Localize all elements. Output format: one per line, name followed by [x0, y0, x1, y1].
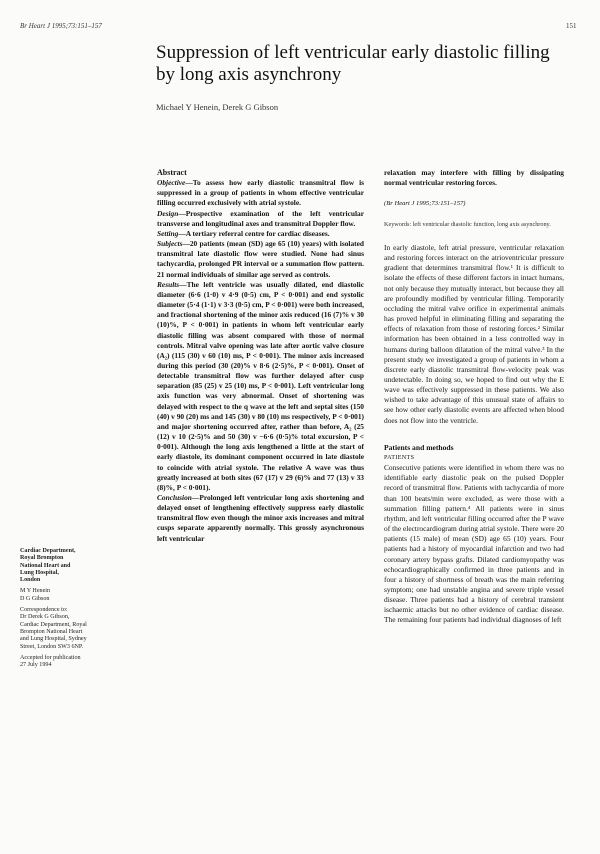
journal-reference: Br Heart J 1995;73:151–157 [20, 22, 102, 30]
affiliation-line: Cardiac Department, [20, 548, 76, 554]
conclusion-text: —Prolonged left ventricular long axis shortening and delayed onset of lengthening effectively suppress early diastolic transmitral flow even though the minor axis increases and mitral cusps separate apparently normally. This grossly asynchronous left ventricular [157, 493, 364, 543]
keywords: Keywords: left ventricular diastolic function, long axis asynchrony. [384, 221, 551, 229]
setting-label: Setting [157, 228, 179, 238]
page-number: 151 [566, 22, 577, 30]
article-title: Suppression of left ventricular early diastolic filling by long axis asynchrony [156, 42, 550, 85]
results-text: —The left ventricle was usually dilated, end diastolic diameter (6·6 (1·0) v 4·9 (0·5) cm, P < 0·001) and end systolic diameter (5·4 (1·1) v 3·3 (0·5) cm, P < 0·001) were both increased, and fractional shortening of the minor axis reduced (16 (7)% v 30 (10)%, P < 0·001) in patients in whom left ventricular early diastolic filling was absent compared with those of normal controls. Mitral valve opening was late after aortic valve closure (A₂) (115 (30) v 60 (10) ms, P < 0·001). The minor axis increased during this period (30 (20)% v 8·6 (2·5)%, P < 0·001). Onset of detectable transmitral flow was further delayed after cusp separation (85 (25) v 25 (10) ms, P < 0·001). Left ventricular long axis function was very abnormal. Onset of shortening was delayed with respect to the q wave at the left and septal sites (150 (40) v 90 (20) ms and 145 (30) v 80 (10) ms respectively, P < 0·001) and major shortening occurred after, rather than before, A₂ (25 (12) v 10 (2·5)% and 50 (30) v −6·6 (0·5)% total excursion, P < 0·001). Although the long axis lengthened a little at the start of early diastole, its dominant component occurred in late diastole to coincide with atrial systole. The relative A wave was thus greatly increased at both sites (67 (17) v 29 (6)% and 77 (13) v 33 (8)%, P < 0·001). [157, 279, 364, 492]
citation: (Br Heart J 1995;73:151–157) [384, 200, 466, 208]
patients-subheading: PATIENTS [384, 453, 415, 461]
body-column [384, 168, 564, 626]
setting-text: —A tertiary referral centre for cardiac diseases. [178, 228, 330, 238]
objective-text: —To assess how early diastolic transmitral flow is suppressed in a group of patients in whom effective ventricular filling occurred exclusively with atrial systole. [157, 178, 364, 208]
correspondence-line: Street, London SW3 6NP. [20, 643, 84, 650]
subjects-text: —20 patients (mean (SD) age 65 (10) years) with isolated transmitral late diastolic flow were studied. None had sinus tachycardia, prolonged PR interval or a summation flow pattern. 21 normal individuals of similar age served as controls. [157, 239, 364, 279]
abstract-subjects [157, 239, 364, 280]
author-initials: M Y Henein [20, 588, 51, 595]
methods-heading: Patients and methods [384, 442, 454, 452]
conclusion-label: Conclusion [157, 493, 192, 502]
abstract-heading: Abstract [157, 168, 187, 177]
correspondence-line: Dr Derek G Gibson, [20, 614, 70, 621]
results-label: Results [157, 279, 180, 289]
design-label: Design [157, 208, 179, 218]
design-text: —Prospective examination of the left ventricular transverse and longitudinal axes and transmitral Doppler flow. [157, 208, 364, 228]
abstract-conclusion [157, 493, 364, 544]
correspondence-block [20, 607, 140, 651]
accepted-date: 27 July 1994 [20, 662, 52, 669]
subjects-label: Subjects [157, 239, 183, 249]
abstract-setting [157, 229, 364, 239]
correspondence-line: Cardiac Department, Royal [20, 621, 87, 628]
correspondence-label: Correspondence to: [20, 607, 68, 614]
abstract-design [157, 209, 364, 229]
author-initials: D G Gibson [20, 595, 50, 602]
author-line: Michael Y Henein, Derek G Gibson [156, 102, 279, 112]
correspondence-line: and Lung Hospital, Sydney [20, 636, 87, 643]
author-initials-block [20, 588, 140, 603]
accepted-block [20, 655, 140, 670]
sidebar-affiliation [20, 548, 140, 673]
abstract-objective [157, 178, 364, 208]
patients-paragraph: Consecutive patients were identified in whom there was no identifiable early diastolic peak on the pulsed Doppler record of transmitral flow. Patients with tachycardia of more than 100 beats/min were excluded, as were those with a summation filling pattern.⁴ All patients were in sinus rhythm, and left ventricular filling occurred after the P wave of the electrocardiogram during atrial systole. There were 20 patients (15 male) of mean (SD) age 65 (10) years. Four patients had a history of myocardial infarction and two had coronary artery bypass grafts. Dilated cardiomyopathy was echocardiographically confirmed in three patients and in four a history of shortness of breath was the main referring symptom; one had unstable angina and severe triple vessel disease. Three patients had a history of cerebral transient ischaemic attacks but no other evidence of cardiac disease. The remaining four patients had individual diagnoses of left [384, 463, 564, 625]
conclusion-continued: relaxation may interfere with filling by dissipating normal ventricular restoring forces. [384, 168, 564, 188]
affiliation-line: Royal Brompton [20, 555, 64, 562]
objective-label: Objective [157, 178, 186, 188]
correspondence-line: Brompton National Heart [20, 628, 83, 635]
abstract-column [157, 168, 364, 544]
affiliation-block [20, 548, 140, 584]
affiliation-line: London [20, 577, 41, 584]
affiliation-line: National Heart and [20, 562, 71, 569]
abstract-results [157, 280, 364, 493]
affiliation-line: Lung Hospital, [20, 569, 59, 576]
introduction-paragraph: In early diastole, left atrial pressure, ventricular relaxation and restoring forces interact on the atrioventricular pressure gradient that determines transmitral flow.¹ It is difficult to isolate the effects of these different factors in intact humans, not only because they mutually interact, but because they all are profoundly modified by ventricular filling. Temporarily occluding the mitral valve orifice in experimental animals has proved helpful in eliminating filling and separating the effects of relaxation from those of restoring forces.² Similar information has been obtained in a less controlled way in humans during balloon dilatation of the mitral valve.³ In the present study we investigated a group of patients in whom a discrete early diastolic transmitral flow-velocity peak was undetectable. In doing so, we hoped to find out why the E wave was effectively suppressed in these patients. We also wished to take advantage of this unusual state of affairs to see how other early diastolic events are affected when blood does not flow into the ventricle. [384, 242, 564, 425]
accepted-line: Accepted for publication [20, 654, 81, 661]
